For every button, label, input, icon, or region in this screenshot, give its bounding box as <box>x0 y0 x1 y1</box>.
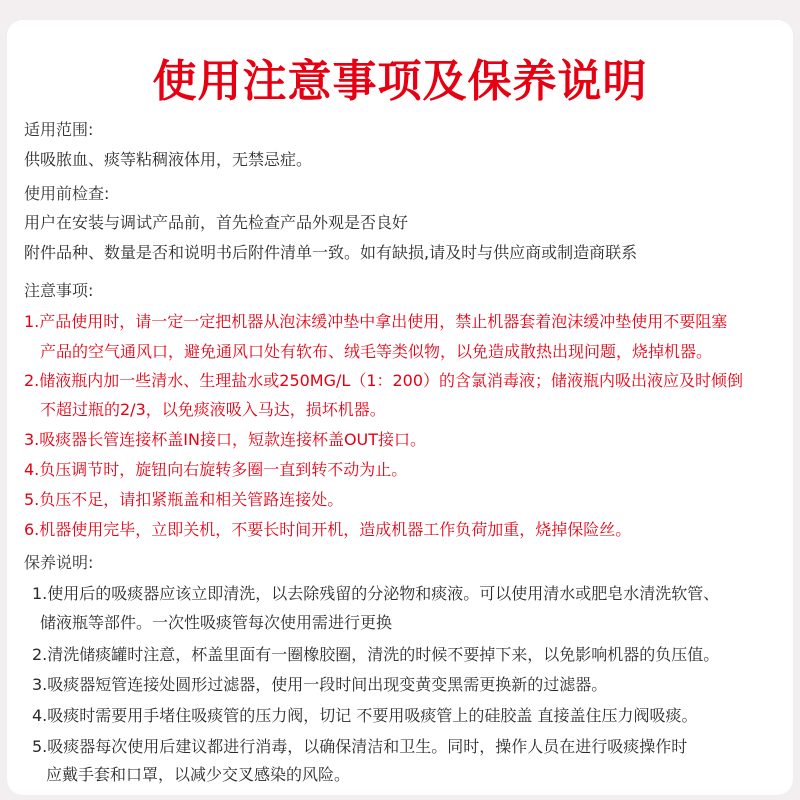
notes-item-line: 1.产品使用时，请一定一定把机器从泡沫缓冲垫中拿出使用，禁止机器套着泡沫缓冲垫使用不要阻塞 <box>24 312 728 331</box>
maintenance-item-line: 应戴手套和口罩，以减少交叉感染的风险。 <box>46 765 351 784</box>
page-title: 使用注意事项及保养说明 <box>152 56 648 107</box>
notes-item-line: 产品的空气通风口，避免通风口处有软布、绒毛等类似物，以免造成散热出现问题，烧掉机器。 <box>40 342 713 361</box>
notes-item-line: 不超过瓶的2/3，以免痰液吸入马达，损坏机器。 <box>40 400 386 419</box>
maintenance-item-line: 3.吸痰器短管连接处圆形过滤器，使用一段时间出现变黄变黑需更换新的过滤器。 <box>32 675 608 694</box>
maintenance-item-line: 1.使用后的吸痰器应该立即清洗，以去除残留的分泌物和痰液。可以使用清水或肥皂水清洗软管、 <box>32 584 720 603</box>
scope-text: 供吸脓血、痰等粘稠液体用，无禁忌症。 <box>24 150 313 169</box>
notes-item-line: 5.负压不足，请扣紧瓶盖和相关管路连接处。 <box>24 490 344 509</box>
notes-item-line: 6.机器使用完毕，立即关机，不要长时间开机，造成机器工作负荷加重，烧掉保险丝。 <box>24 520 632 539</box>
maintenance-item-line: 储液瓶等部件。一次性吸痰管每次使用需进行更换 <box>40 613 393 632</box>
precheck-heading: 使用前检查: <box>24 184 110 203</box>
maintenance-heading: 保养说明: <box>24 553 94 572</box>
notes-heading: 注意事项: <box>24 281 94 300</box>
notes-item-line: 3.吸痰器长管连接杯盖IN接口，短款连接杯盖OUT接口。 <box>24 430 427 449</box>
precheck-line: 附件品种、数量是否和说明书后附件清单一致。如有缺损,请及时与供应商或制造商联系 <box>24 243 638 262</box>
precheck-line: 用户在安装与调试产品前，首先检查产品外观是否良好 <box>24 213 409 232</box>
maintenance-item-line: 2.清洗储痰罐时注意，杯盖里面有一圈橡胶圈，清洗的时候不要掉下来，以免影响机器的负压值。 <box>32 645 720 664</box>
maintenance-item-line: 4.吸痰时需要用手堵住吸痰管的压力阀，切记 不要用吸痰管上的硅胶盖 直接盖住压力阀吸痰。 <box>32 706 698 725</box>
notes-item-line: 2.储液瓶内加一些清水、生理盐水或250MG/L（1：200）的含氯消毒液；储液瓶内吸出液应及时倾倒 <box>24 371 744 390</box>
maintenance-item-line: 5.吸痰器每次使用后建议都进行消毒，以确保清洁和卫生。同时，操作人员在进行吸痰操作时 <box>32 737 688 756</box>
notes-item-line: 4.负压调节时，旋钮向右旋转多圈一直到转不动为止。 <box>24 460 408 479</box>
scope-heading: 适用范围: <box>24 120 94 139</box>
